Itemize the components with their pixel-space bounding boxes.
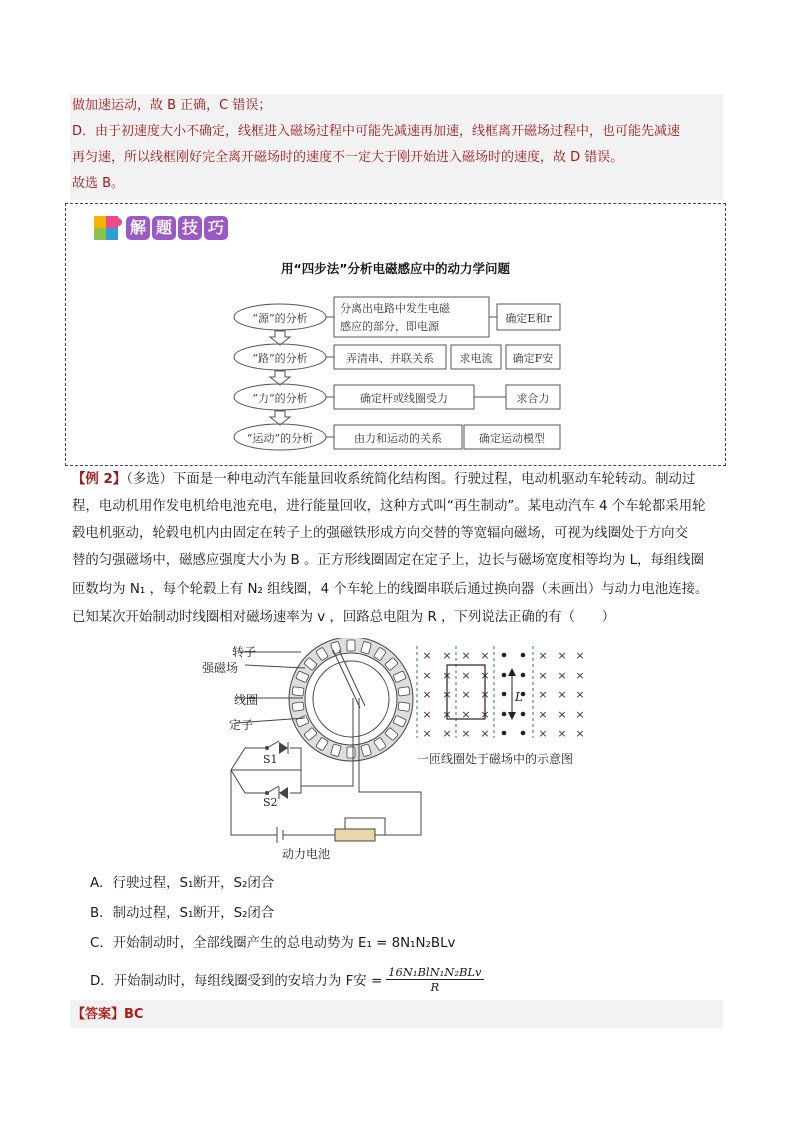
answer bbox=[72, 1003, 143, 1022]
field-in-cross: × bbox=[422, 688, 432, 701]
field-in-cross: × bbox=[422, 727, 432, 740]
flow-result-1: 确定E和r bbox=[505, 312, 552, 325]
flow-desc-4: 由力和运动的关系 bbox=[354, 432, 442, 445]
tips-box bbox=[65, 203, 726, 466]
field-in-cross: × bbox=[538, 669, 548, 682]
motor-figure bbox=[195, 638, 605, 863]
field-in-cross: × bbox=[557, 727, 567, 740]
field-in-cross: × bbox=[461, 688, 471, 701]
flow-mid-2: 求电流 bbox=[459, 352, 493, 365]
field-in-cross: × bbox=[480, 669, 490, 682]
field-in-cross: × bbox=[461, 649, 471, 662]
magnet-block bbox=[398, 702, 410, 711]
field-in-cross: × bbox=[422, 649, 432, 662]
option-d-prefix: D．开始制动时，每组线圈受到的安培力为 F安 = bbox=[90, 974, 383, 989]
flowchart bbox=[66, 204, 725, 465]
badge-char: 题 bbox=[152, 216, 176, 240]
example-line-1 bbox=[72, 466, 695, 493]
field-in-cross: × bbox=[557, 669, 567, 682]
fraction-numerator: 16N₁BlN₁N₂BLv bbox=[388, 965, 482, 979]
field-in-cross: × bbox=[557, 688, 567, 701]
flow-result-4: 确定运动模型 bbox=[479, 432, 545, 445]
badge-char: 巧 bbox=[204, 216, 228, 240]
field-in-cross: × bbox=[575, 727, 585, 740]
field-in-cross: × bbox=[461, 727, 471, 740]
field-in-cross: × bbox=[442, 708, 452, 721]
field-in-cross: × bbox=[422, 669, 432, 682]
badge-char: 解 bbox=[126, 216, 150, 240]
field-in-cross: × bbox=[557, 708, 567, 721]
solution-line-4: 故选 B。 bbox=[72, 176, 125, 191]
field-in-cross: × bbox=[480, 727, 490, 740]
option-a: A．行驶过程，S₁断开，S₂闭合 bbox=[90, 876, 275, 891]
fraction-denominator: R bbox=[430, 980, 440, 994]
field-in-cross: × bbox=[480, 708, 490, 721]
label-s2: S2 bbox=[263, 796, 278, 809]
magnet-block bbox=[292, 687, 304, 696]
field-in-cross: × bbox=[575, 669, 585, 682]
field-out-dot bbox=[521, 731, 526, 736]
flow-desc-1a: 分离出电路中发生电磁 bbox=[340, 302, 450, 315]
field-in-cross: × bbox=[575, 708, 585, 721]
field-in-cross: × bbox=[557, 649, 567, 662]
option-d bbox=[90, 965, 484, 994]
field-in-cross: × bbox=[575, 688, 585, 701]
magnet-block bbox=[292, 702, 304, 711]
field-out-dot bbox=[502, 673, 507, 678]
flow-step-1: “源”的分析 bbox=[252, 312, 308, 325]
field-out-dot bbox=[502, 653, 507, 658]
flow-desc-2: 弄清串、并联关系 bbox=[346, 352, 434, 365]
solution-line-1: 做加速运动，故 B 正确，C 错误； bbox=[72, 98, 272, 113]
field-out-dot bbox=[502, 731, 507, 736]
label-s1: S1 bbox=[263, 753, 278, 766]
example-line-3: 毂电机驱动，轮毂电机内由固定在转子上的强磁铁形成方向交替的等宽辐向磁场，可视为线圈处于方向交 bbox=[72, 526, 688, 541]
field-in-cross: × bbox=[442, 669, 452, 682]
field-in-cross: × bbox=[461, 669, 471, 682]
field-out-dot bbox=[521, 653, 526, 658]
answer-value: BC bbox=[124, 1007, 144, 1022]
example-line-2: 程，电动机用作发电机给电池充电，进行能量回收，这种方式叫“再生制动”。某电动汽车 4 个车轮都采用轮 bbox=[72, 499, 706, 514]
example-line-4: 替的匀强磁场中，磁感应强度大小为 B 。正方形线圈固定在定子上，边长与磁场宽度相等均为 L，每组线圈 bbox=[72, 553, 704, 568]
field-in-cross: × bbox=[442, 649, 452, 662]
flow-step-3: “力”的分析 bbox=[252, 392, 308, 405]
option-c: C．开始制动时，全部线圈产生的总电动势为 E₁ = 8N₁N₂BLv bbox=[90, 936, 456, 951]
flow-desc-3: 确定杆或线圈受力 bbox=[360, 392, 448, 405]
label-coil: 线圈 bbox=[234, 693, 259, 707]
field-in-cross: × bbox=[480, 649, 490, 662]
flow-step-4: “运动”的分析 bbox=[246, 432, 314, 445]
magnet-block bbox=[347, 640, 355, 651]
label-magnet: 强磁场 bbox=[202, 661, 239, 675]
field-in-cross: × bbox=[442, 688, 452, 701]
field-in-cross: × bbox=[538, 688, 548, 701]
field-out-dot bbox=[502, 712, 507, 717]
label-rotor: 转子 bbox=[232, 645, 257, 659]
option-b: B．制动过程，S₁断开，S₂闭合 bbox=[90, 906, 275, 921]
example-line-5: 匝数均为 N₁ ，每个轮毂上有 N₂ 组线圈，4 个车轮上的线圈串联后通过换向器（未画出）与动力电池连接。 bbox=[72, 582, 709, 597]
example-text: （多选）下面是一种电动汽车能量回收系统简化结构图。行驶过程，电动机驱动车轮转动。制动过 bbox=[126, 472, 696, 487]
field-in-cross: × bbox=[538, 727, 548, 740]
flow-step-2: “路”的分析 bbox=[252, 352, 308, 365]
field-in-cross: × bbox=[442, 727, 452, 740]
answer-band bbox=[70, 1000, 723, 1028]
field-caption: 一匝线圈处于磁场中的示意图 bbox=[417, 752, 574, 766]
field-in-cross: × bbox=[538, 708, 548, 721]
field-in-cross: × bbox=[575, 649, 585, 662]
field-out-dot bbox=[521, 712, 526, 717]
option-d-fraction bbox=[386, 965, 483, 994]
answer-label: 【答案】 bbox=[72, 1007, 125, 1022]
tips-title: 用“四步法”分析电磁感应中的动力学问题 bbox=[281, 261, 510, 276]
magnet-block bbox=[347, 747, 355, 758]
example-line-6: 已知某次开始制动时线圈相对磁场速率为 v ，回路总电阻为 R ，下列说法正确的有（ ） bbox=[72, 610, 616, 625]
flow-desc-1b: 感应的部分，即电源 bbox=[340, 320, 439, 333]
label-L: L bbox=[515, 690, 523, 704]
label-battery: 动力电池 bbox=[282, 847, 331, 861]
field-in-cross: × bbox=[422, 708, 432, 721]
label-stator: 定子 bbox=[229, 718, 254, 732]
field-out-dot bbox=[502, 692, 507, 697]
magnet-block bbox=[398, 687, 410, 696]
field-in-cross: × bbox=[538, 649, 548, 662]
badge-char: 技 bbox=[178, 216, 202, 240]
field-in-cross: × bbox=[480, 688, 490, 701]
solution-line-3: 再匀速，所以线框刚好完全离开磁场时的速度不一定大于刚开始进入磁场时的速度，故 D 错误。 bbox=[72, 150, 624, 165]
field-out-dot bbox=[521, 673, 526, 678]
flow-result-3: 求合力 bbox=[516, 392, 550, 405]
solution-line-2: D．由于初速度大小不确定，线框进入磁场过程中可能先减速再加速，线框离开磁场过程中，也可能先减速 bbox=[72, 124, 681, 139]
flow-result-2: 确定F安 bbox=[512, 352, 554, 365]
example-tag: 【例 2】 bbox=[72, 472, 127, 487]
field-in-cross: × bbox=[461, 708, 471, 721]
